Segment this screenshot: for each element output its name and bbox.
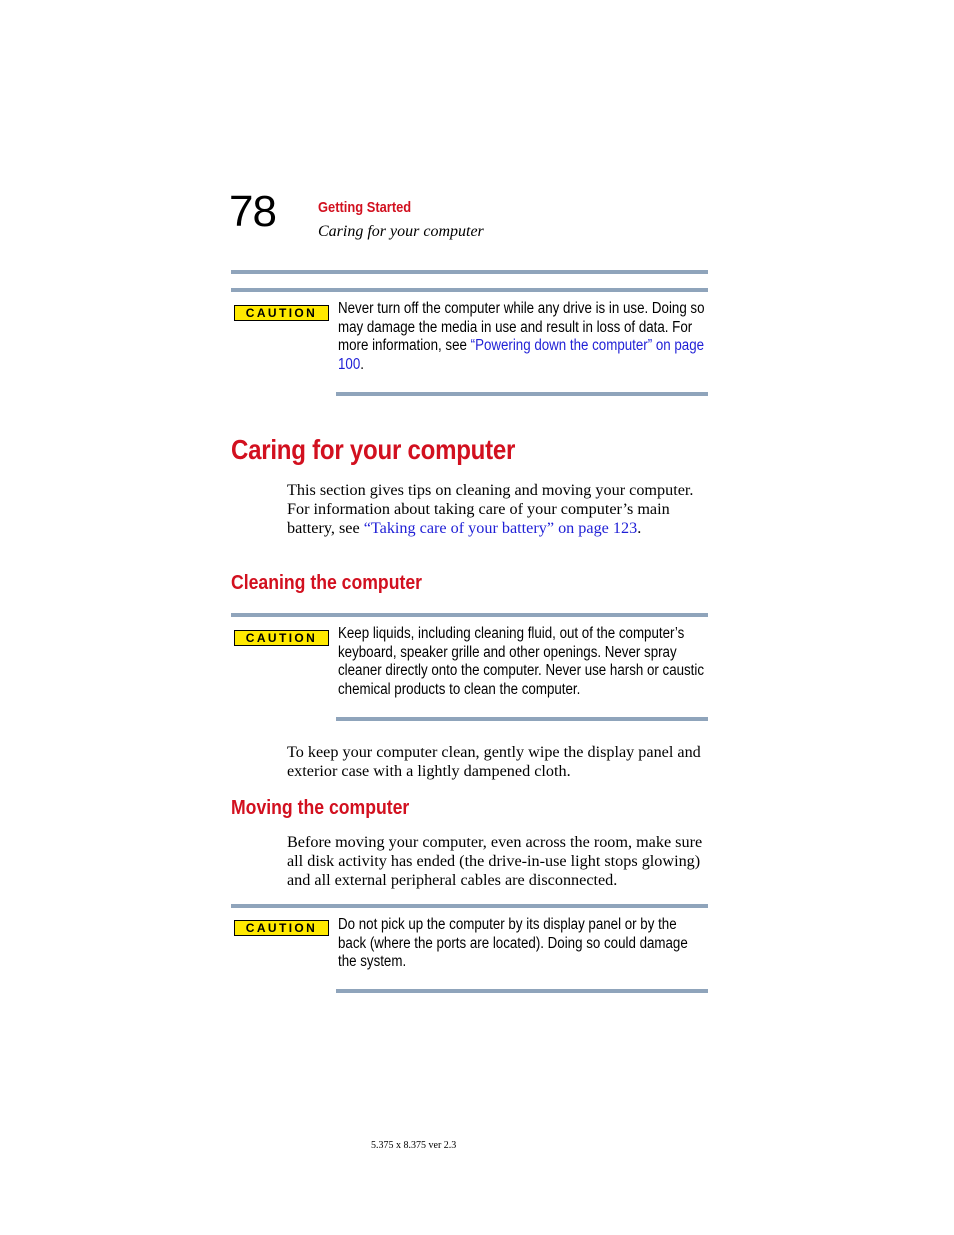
caution-badge: CAUTION bbox=[234, 630, 329, 646]
divider-rule bbox=[231, 613, 708, 617]
caution-text-body: Never turn off the computer while any drive is in use. Doing so may damage the media in use and result in loss of data. For more information, see bbox=[338, 300, 705, 355]
battery-care-link[interactable]: “Taking care of your battery” on page 123 bbox=[363, 519, 638, 537]
page-number: 78 bbox=[229, 187, 276, 236]
caution-badge: CAUTION bbox=[234, 920, 329, 936]
divider-rule bbox=[231, 904, 708, 908]
moving-paragraph: Before moving your computer, even across the room, make sure all disk activity has ended (the drive-in-use light stops glowing) and all external peripheral cables are disconnected. bbox=[287, 833, 703, 889]
intro-suffix: . bbox=[637, 519, 642, 537]
caution-text-suffix: . bbox=[360, 355, 364, 373]
intro-paragraph bbox=[287, 481, 717, 538]
divider-rule bbox=[336, 717, 708, 721]
powering-down-link[interactable]: “Powering down the computer” on page 100 bbox=[338, 337, 705, 373]
caution-badge: CAUTION bbox=[234, 305, 329, 321]
page-footer: 5.375 x 8.375 ver 2.3 bbox=[371, 1140, 457, 1151]
cleaning-paragraph: To keep your computer clean, gently wipe the display panel and exterior case with a lightly dampened cloth. bbox=[287, 743, 701, 780]
cleaning-heading: Cleaning the computer bbox=[231, 571, 423, 594]
caution-text: Do not pick up the computer by its display panel or by the back (where the ports are located). Doing so could damage the system. bbox=[338, 916, 688, 971]
caution-text bbox=[338, 300, 708, 374]
section-subtitle: Caring for your computer bbox=[318, 223, 484, 240]
moving-heading: Moving the computer bbox=[231, 796, 410, 819]
caution-text: Keep liquids, including cleaning fluid, out of the computer’s keyboard, speaker grille and other openings. Never spray cleaner directly onto the computer. Never use harsh or caustic chemical products to clean the computer. bbox=[338, 625, 705, 698]
divider-rule bbox=[336, 392, 708, 396]
intro-text: This section gives tips on cleaning and moving your computer. For information about taking care of your computer’s main battery, see bbox=[287, 481, 694, 537]
chapter-title: Getting Started bbox=[318, 199, 412, 216]
main-heading: Caring for your computer bbox=[231, 434, 516, 465]
divider-rule bbox=[336, 989, 708, 993]
divider-rule bbox=[231, 270, 708, 274]
divider-rule bbox=[231, 288, 708, 292]
